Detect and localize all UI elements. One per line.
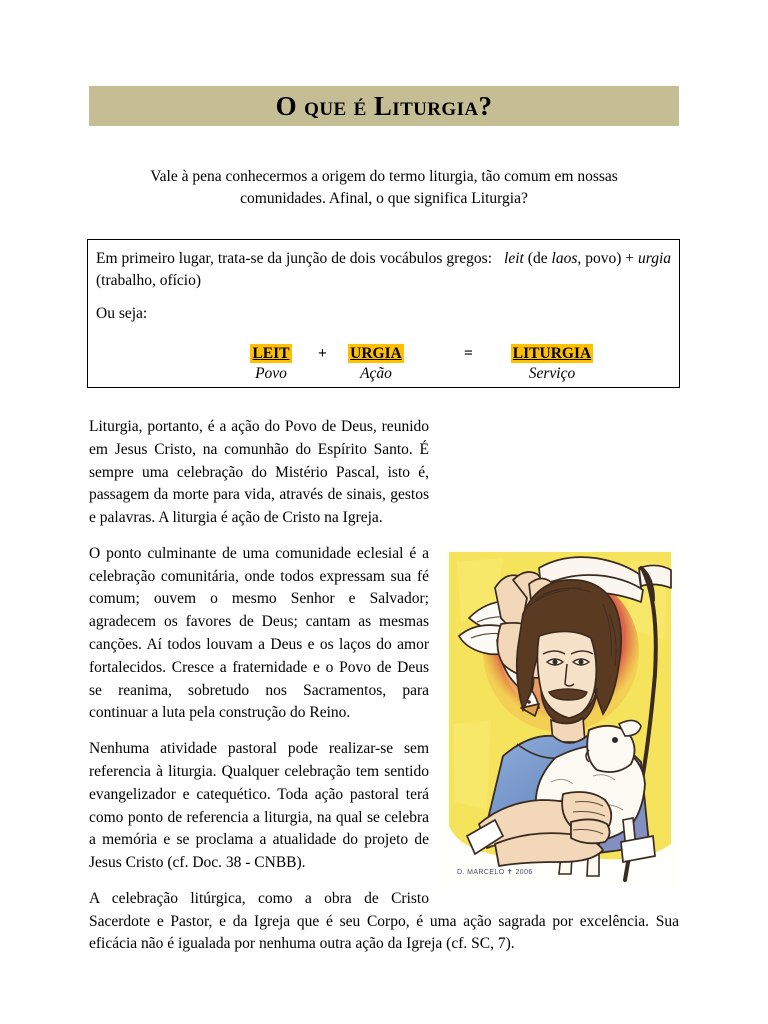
body-paragraph-2: O ponto culminante de uma comunidade eclesial é a celebração comunitária, onde todos expressam sua fé comum; ouvem o mesmo Senhor e Salvador; agradecem os favores de Deus; cantam as mesmas canções. Aí todos louvam a Deus e os laços do amor fortalecidos. Cresce a fraternidade e o Povo de Deus se reanima, sobretudo nos Sacramentos, para continuar a luta pela construção do Reino. — [89, 544, 429, 722]
etymology-intro-after: povo) + — [585, 250, 635, 267]
formula-liturgia-word: LITURGIA — [512, 345, 592, 362]
formula-leit-word: LEIT — [252, 345, 290, 362]
liturgia-formula — [96, 340, 671, 385]
body-paragraph-3: Nenhuma atividade pastoral pode realizar-se sem referencia à liturgia. Qualquer celebração tem sentido evangelizador e catequético. Toda ação pastoral terá como ponto de referencia a liturgia, na qual se celebra a memória e se proclama a atualidade do projeto de Jesus Cristo (cf. Doc. 38 - CNBB). — [89, 740, 429, 872]
etymology-intro — [96, 248, 671, 293]
formula-leit-label: Povo — [255, 365, 287, 383]
page-title: O que é Liturgia? — [275, 90, 493, 121]
artist-signature: D. MARCELO ✝ 2006 — [457, 869, 533, 876]
greek-term-laos: laos, — [551, 250, 582, 267]
formula-term-leit — [239, 344, 303, 385]
formula-term-urgia — [336, 344, 416, 385]
body-paragraph-4: A celebração litúrgica, como a obra de Cristo Sacerdote e Pastor, e da Igreja que é seu Corpo, é uma ação sagrada por excelência. Sua eficácia não é igualada por nenhuma outra ação da Igreja (cf. SC, 7). — [89, 889, 679, 953]
formula-term-liturgia — [494, 344, 610, 385]
greek-term-leit: leit — [504, 250, 524, 267]
body-paragraph-1: Liturgia, portanto, é a ação do Povo de Deus, reunido em Jesus Cristo, na comunhão do Espírito Santo. É sempre uma celebração do Mistério Pascal, isto é, passagem da morte para vida, através de sinais, gestos e palavras. A liturgia é ação de Cristo na Igreja. — [89, 418, 429, 527]
page-subtitle: Vale à pena conhecermos a origem do termo liturgia, tão comum em nossas comunidades. Afinal, o que significa Liturgia? — [150, 168, 618, 208]
etymology-intro-prefix: Em primeiro lugar, trata-se da junção de dois vocábulos gregos: — [96, 250, 493, 267]
page-title-band — [89, 86, 679, 126]
body-text-column — [89, 416, 679, 969]
formula-liturgia-label: Serviço — [528, 365, 576, 383]
ou-seja-label: Ou seja: — [96, 305, 148, 322]
illustration-good-shepherd — [443, 544, 679, 888]
etymology-intro-end: (trabalho, ofício) — [96, 272, 202, 290]
formula-equals-operator: = — [464, 345, 473, 362]
formula-plus-operator: + — [318, 345, 327, 362]
greek-term-urgia: urgia — [638, 250, 672, 267]
etymology-intro-mid: (de — [527, 250, 548, 267]
illustration-svg — [443, 544, 679, 888]
formula-urgia-word: URGIA — [350, 345, 402, 362]
formula-urgia-label: Ação — [360, 365, 392, 383]
etymology-box — [87, 239, 680, 388]
